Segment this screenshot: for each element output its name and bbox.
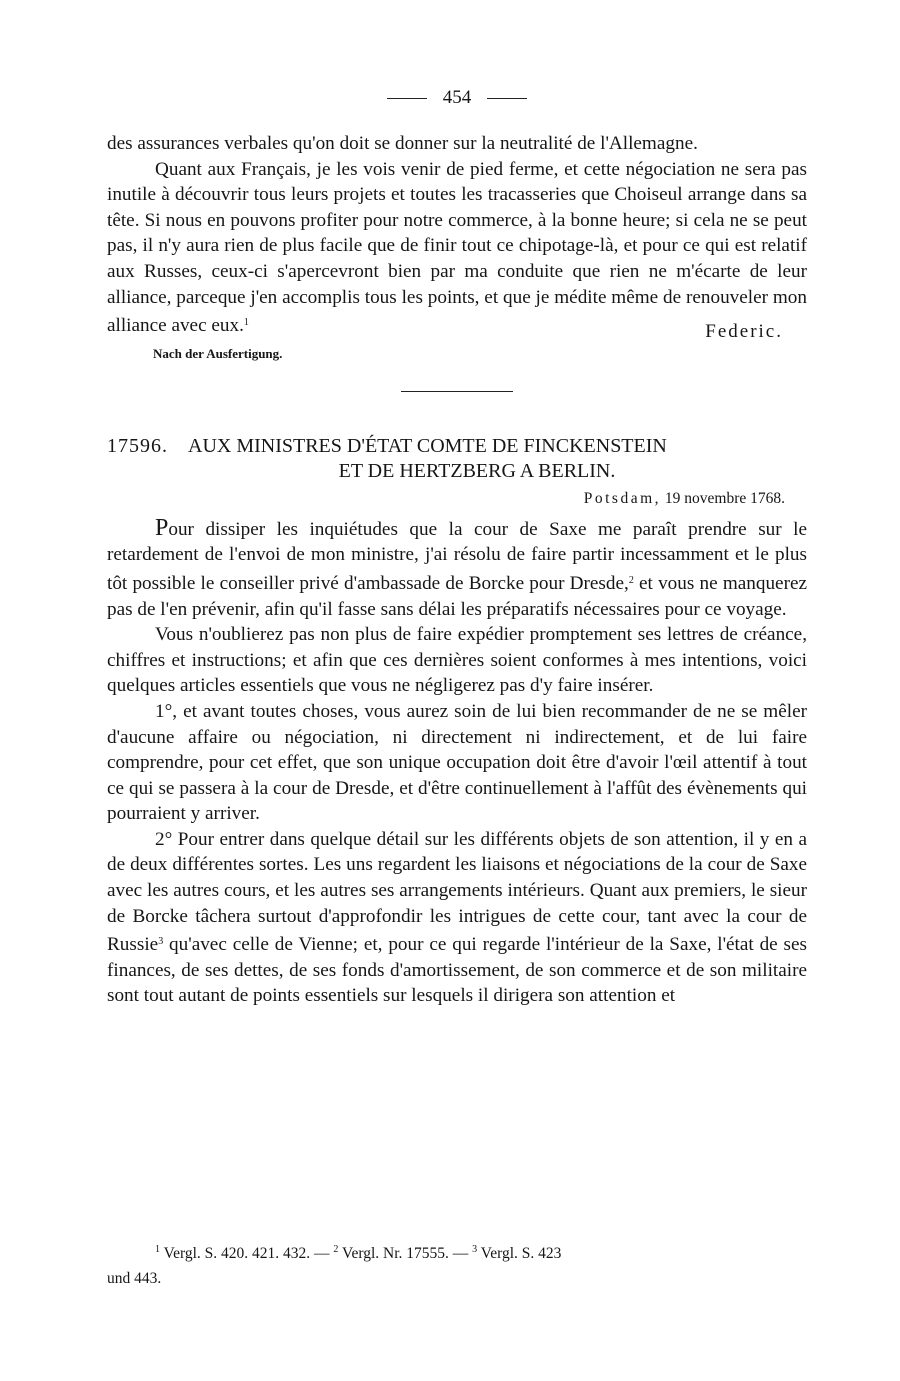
closing-paragraph-text: Quant aux Français, je les vois venir de pied ferme, et cette négociation ne sera pas inutile à découvrir tous leurs projets et toutes les tracasseries que Choiseul arrange dans sa tête. Si nous en pouvons profiter pour notre commerce, à la bonne heure; si cela ne se peut pas, il n'y aura rien de plus facile que de finir tout ce chipotage-là, et pour ce qui est relatif aux Russes, ceux-ci s'apercevront bien par ma conduite que rien ne m'écarte de leur alliance, parceque j'en accomplis tous les points, et que je médite même de renouveler mon alliance avec eux. <box>107 158 807 337</box>
letter-paragraph-1-text-cont: et vous ne manquerez pas de l'en prévenir, afin qu'il fasse sans délai les préparatifs nécessaires pour ce voyage. <box>107 572 807 620</box>
letter-paragraph-4-text-cont: qu'avec celle de Vienne; et, pour ce qui regarde l'intérieur de la Saxe, l'état de ses finances, de ses dettes, de ses fonds d'amortissement, de son commerce et de son militaire sont tout autant de points essentiels sur lesquels il dirigera son attention et <box>107 934 807 1007</box>
footnote-marker-2: 2 <box>333 1244 339 1255</box>
header-dash-right <box>487 98 527 99</box>
closing-paragraph <box>107 157 807 339</box>
source-note: Nach der Ausfertigung. <box>153 345 283 361</box>
section-divider <box>401 391 513 392</box>
signature: Federic. <box>705 320 783 342</box>
footnote-2-text: Vergl. Nr. 17555. — <box>338 1245 473 1262</box>
footnote-3-continuation: und 443. <box>107 1270 162 1287</box>
continued-paragraph: des assurances verbales qu'on doit se donner sur la neutralité de l'Allemagne. <box>107 133 698 154</box>
letter-title-line2: ET DE HERTZBERG A BERLIN. <box>338 459 616 482</box>
letter-paragraph-2: Vous n'oublierez pas non plus de faire expédier promptement ses lettres de créance, chiffres et instructions; et afin que ces dernières soient conformes à mes intentions, voici quelques articles essentiels que vous ne négligerez pas d'y faire insérer. <box>107 624 807 697</box>
page-number: 454 <box>442 87 472 108</box>
footnote-1-text: Vergl. S. 420. 421. 432. — <box>160 1245 334 1262</box>
dateline-place: Potsdam, <box>583 489 662 507</box>
footnote-ref-2: 2 <box>628 574 634 586</box>
dateline <box>107 488 785 510</box>
footnotes <box>107 1237 807 1291</box>
letter-heading <box>107 434 807 484</box>
letter-paragraph-1-text: Pour dissiper les inquiétudes que la cour de Saxe me paraît prendre sur le retardement de l'envoi de mon ministre, j'ai résolu de faire partir incessamment et le plus tôt possible le conseiller privé d'ambassade de Borcke pour Dresde, <box>107 514 807 594</box>
letter-paragraph-4-text: 2° Pour entrer dans quelque détail sur les différents objets de son attention, il y en a de deux différentes sortes. Les uns regardent les liaisons et négociations de la cour de Saxe avec les autres cours, et les autres ses arrangements intérieurs. Quant aux premiers, le sieur de Borcke tâchera surtout d'approfondir les intrigues de cette cour, tant avec la cour de Russie <box>107 828 807 956</box>
letter-paragraph-3: 1°, et avant toutes choses, vous aurez soin de lui bien recommander de ne se mêler d'aucune affaire ou négociation, ni directement ni indirectement, et de lui faire comprendre, pour cet effet, que son unique occupation doit être d'avoir l'œil attentif à tout ce qui se passera à la cour de Dresde, et d'être continuellement à l'affût des évènements qui pourraient y arriver. <box>107 700 807 825</box>
page-number-header <box>107 85 807 111</box>
letter-paragraph-1 <box>107 516 807 622</box>
footnote-marker-3: 3 <box>472 1244 478 1255</box>
footnote-3-text: Vergl. S. 423 <box>477 1245 562 1262</box>
letter-number: 17596. <box>107 434 168 457</box>
header-dash-left <box>387 98 427 99</box>
footnote-line <box>107 1237 807 1266</box>
dateline-date: 19 novembre 1768. <box>664 489 785 507</box>
letter-title-line1: AUX MINISTRES D'ÉTAT COMTE DE FINCKENSTEIN <box>188 434 667 457</box>
footnote-marker-1: 1 <box>155 1244 160 1255</box>
page-body <box>107 85 807 1009</box>
footnote-ref-3: 3 <box>158 936 164 948</box>
footnote-ref-1: 1 <box>243 317 249 329</box>
letter-paragraph-4 <box>107 827 807 1009</box>
